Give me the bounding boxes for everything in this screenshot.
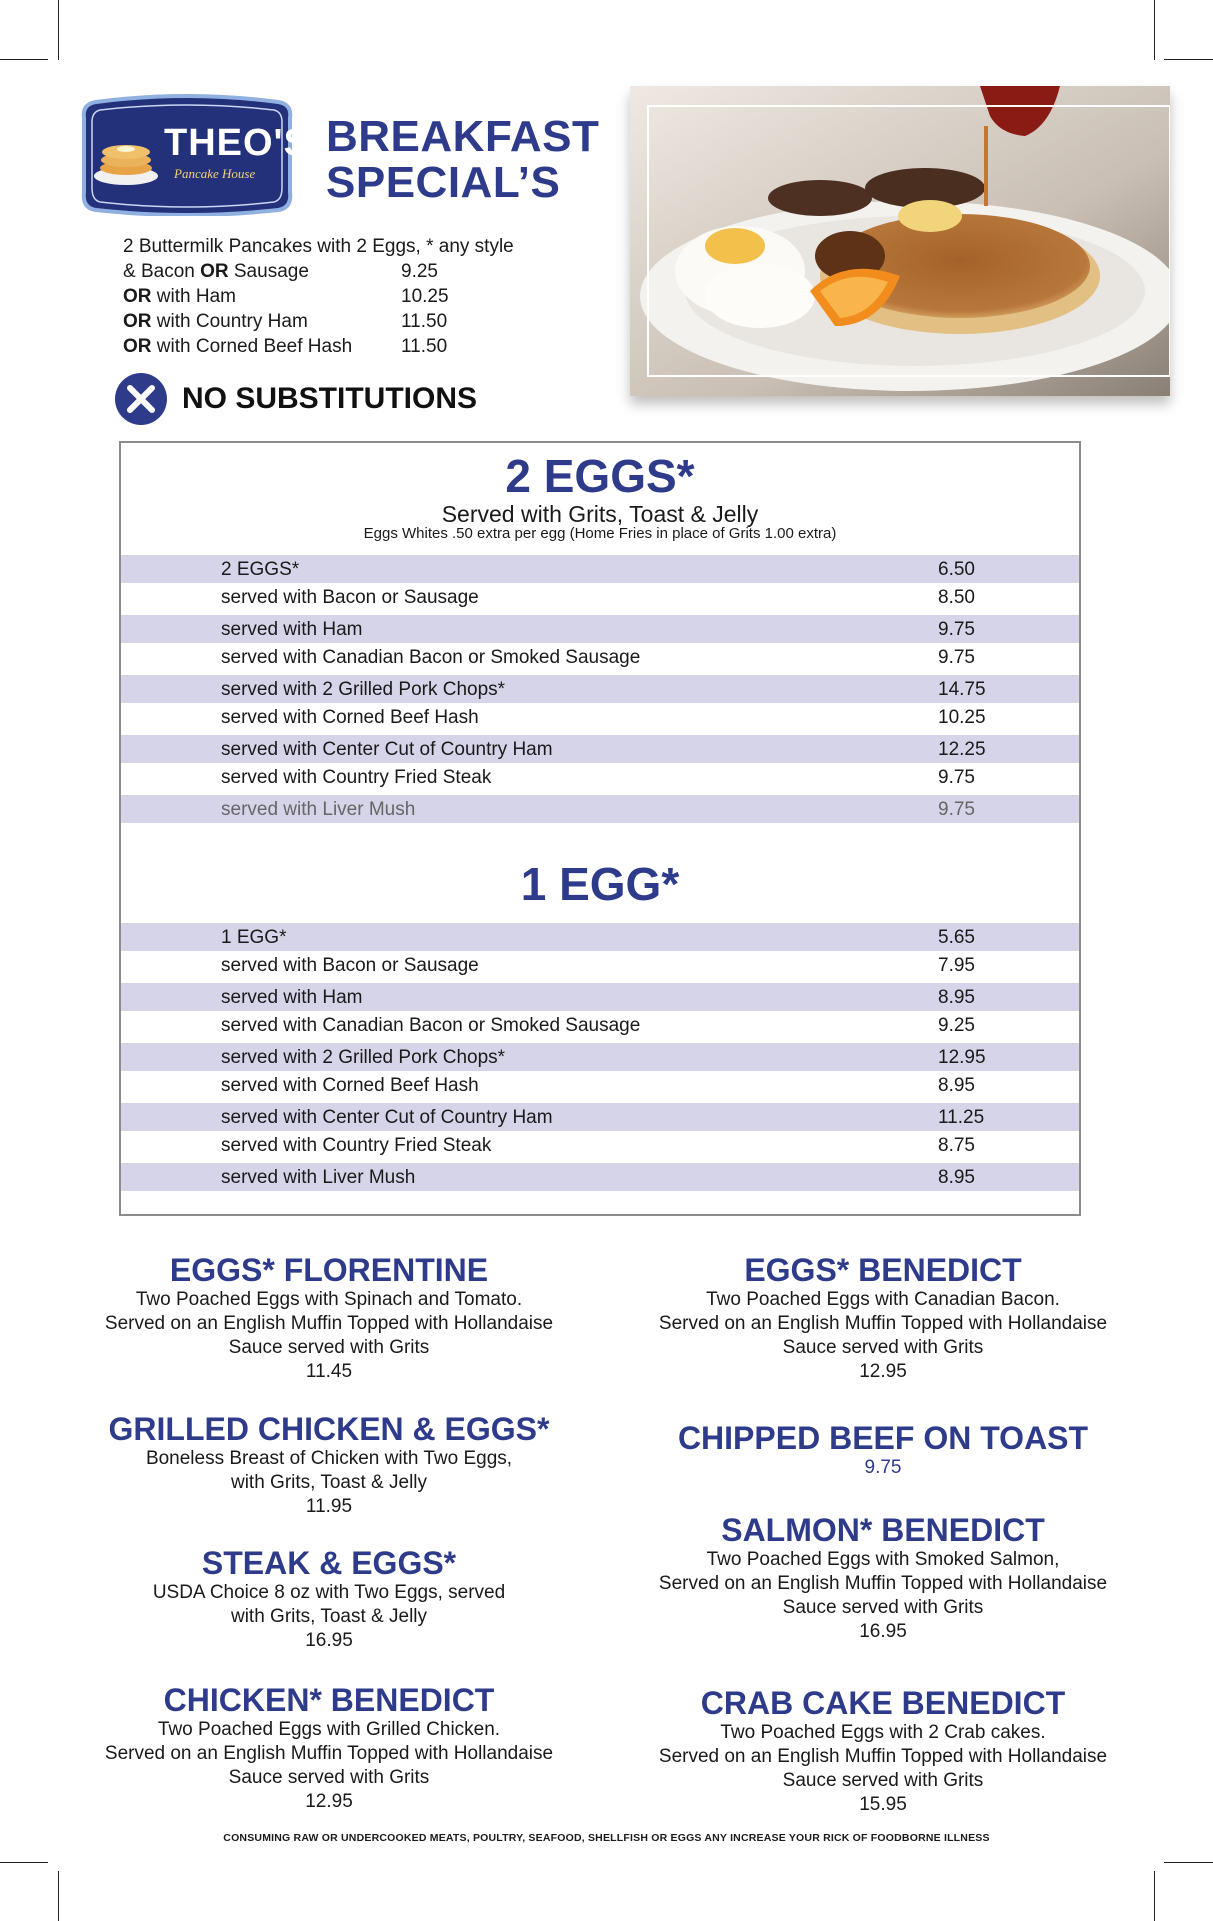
special-desc: USDA Choice 8 oz with Two Eggs, served: [152, 1582, 506, 1603]
crop-mark: [0, 1862, 48, 1863]
item-price: 12.25: [938, 739, 986, 760]
item-name: served with Canadian Bacon or Smoked Sausage: [221, 1015, 641, 1036]
item-name: served with Liver Mush: [221, 1167, 416, 1188]
special-desc: Served on an English Muffin Topped with Hollandaise: [104, 1313, 554, 1334]
pancake-breakfast-photo: [630, 86, 1170, 396]
item-name: served with Center Cut of Country Ham: [221, 739, 553, 760]
table-row: [121, 923, 1079, 951]
crop-mark: [1154, 1871, 1155, 1921]
special-desc: Sauce served with Grits: [228, 1337, 430, 1358]
special-salmon-benedict: [603, 1512, 1163, 1644]
section-title-1-egg: 1 EGG*: [520, 858, 680, 910]
item-text: Sausage: [228, 261, 309, 282]
no-substitutions-notice: [114, 372, 477, 426]
page-title-line1: BREAKFAST: [326, 112, 600, 161]
special-desc: Sauce served with Grits: [782, 1770, 984, 1791]
no-substitutions-label: NO SUBSTITUTIONS: [182, 382, 478, 415]
special-chipped-beef: [603, 1420, 1163, 1480]
restaurant-logo: [78, 94, 310, 216]
page-title: [326, 114, 599, 206]
item-name: 2 EGGS*: [221, 559, 300, 580]
or-label: OR: [200, 261, 229, 282]
list-item: [123, 309, 514, 334]
item-price: 5.65: [938, 927, 975, 948]
special-desc: Served on an English Muffin Topped with Hollandaise: [658, 1573, 1108, 1594]
item-name: served with Center Cut of Country Ham: [221, 1107, 553, 1128]
special-desc: Sauce served with Grits: [228, 1767, 430, 1788]
item-price: 7.95: [938, 955, 975, 976]
item-text: & Bacon: [123, 261, 201, 282]
special-desc: Two Poached Eggs with Smoked Salmon,: [706, 1549, 1060, 1570]
crop-mark: [1164, 59, 1213, 60]
special-price: 12.95: [859, 1361, 907, 1382]
list-item: [123, 259, 514, 284]
foodborne-illness-disclaimer: CONSUMING RAW OR UNDERCOOKED MEATS, POULTRY, SEAFOOD, SHELLFISH OR EGGS ANY INCREASE YOUR RICK OF FOODBORNE ILLNESS: [223, 1832, 990, 1844]
cross-icon: [114, 372, 168, 426]
special-desc: Boneless Breast of Chicken with Two Eggs,: [145, 1448, 513, 1469]
item-price: 8.75: [938, 1135, 975, 1156]
item-name: 1 EGG*: [221, 927, 287, 948]
special-name: STEAK & EGGS*: [201, 1545, 457, 1581]
item-price: 9.75: [938, 799, 975, 820]
special-desc: Sauce served with Grits: [782, 1337, 984, 1358]
item-price: 9.75: [938, 767, 975, 788]
special-crab-cake-benedict: [603, 1685, 1163, 1817]
item-name: served with Canadian Bacon or Smoked Sausage: [221, 647, 641, 668]
special-chicken-benedict: [49, 1682, 609, 1814]
special-eggs-florentine: [49, 1252, 609, 1384]
item-price: 8.95: [938, 987, 975, 1008]
item-price: 8.95: [938, 1075, 975, 1096]
special-desc: with Grits, Toast & Jelly: [230, 1472, 428, 1493]
item-name: served with Bacon or Sausage: [221, 587, 479, 608]
special-price: 16.95: [859, 1621, 907, 1642]
or-label: OR: [123, 336, 152, 357]
special-desc: Two Poached Eggs with 2 Crab cakes.: [720, 1722, 1046, 1743]
table-row: [121, 1043, 1079, 1071]
pancake-intro: 2 Buttermilk Pancakes with 2 Eggs, * any style: [123, 236, 514, 257]
table-row: [121, 763, 1079, 795]
or-label: OR: [123, 286, 152, 307]
table-row: [121, 1071, 1079, 1103]
page-title-line2: SPECIAL’S: [326, 158, 561, 207]
table-row: [121, 951, 1079, 983]
table-row: [121, 555, 1079, 583]
special-desc: Served on an English Muffin Topped with Hollandaise: [104, 1743, 554, 1764]
table-row: [121, 1011, 1079, 1043]
item-price: 11.25: [938, 1107, 985, 1128]
special-desc: Two Poached Eggs with Canadian Bacon.: [706, 1289, 1060, 1310]
table-row: [121, 1131, 1079, 1163]
item-price: 11.50: [401, 336, 448, 357]
special-desc: Sauce served with Grits: [782, 1597, 984, 1618]
item-price: 14.75: [938, 679, 986, 700]
item-price: 6.50: [938, 559, 975, 580]
item-name: served with Bacon or Sausage: [221, 955, 479, 976]
item-price: 9.25: [401, 261, 438, 282]
special-desc: Served on an English Muffin Topped with Hollandaise: [658, 1746, 1108, 1767]
section-subtitle: Served with Grits, Toast & Jelly: [441, 501, 759, 527]
or-label: OR: [123, 311, 152, 332]
item-name: served with Country Fried Steak: [221, 1135, 492, 1156]
item-price: 9.75: [938, 619, 975, 640]
table-row: [121, 703, 1079, 735]
item-price: 8.50: [938, 587, 975, 608]
item-name: served with 2 Grilled Pork Chops*: [221, 679, 506, 700]
table-row: [121, 735, 1079, 763]
special-price: 15.95: [859, 1794, 907, 1815]
item-text: with Country Ham: [151, 311, 308, 332]
special-name: SALMON* BENEDICT: [721, 1512, 1045, 1548]
special-grilled-chicken-eggs: [49, 1411, 609, 1519]
special-name: CHIPPED BEEF ON TOAST: [677, 1420, 1089, 1456]
crop-mark: [1164, 1862, 1213, 1863]
special-desc: Two Poached Eggs with Grilled Chicken.: [157, 1719, 501, 1740]
special-desc: Two Poached Eggs with Spinach and Tomato.: [135, 1289, 523, 1310]
crop-mark: [0, 59, 48, 60]
item-name: served with Corned Beef Hash: [221, 707, 479, 728]
special-desc: Served on an English Muffin Topped with Hollandaise: [658, 1313, 1108, 1334]
item-price: 12.95: [938, 1047, 986, 1068]
table-row: [121, 615, 1079, 643]
special-desc: with Grits, Toast & Jelly: [230, 1606, 428, 1627]
item-name: served with Ham: [221, 987, 363, 1008]
special-price: 11.45: [305, 1361, 353, 1382]
crop-mark: [58, 0, 59, 60]
crop-mark: [1154, 0, 1155, 60]
list-item: [123, 284, 514, 309]
item-price: 10.25: [938, 707, 986, 728]
item-name: served with 2 Grilled Pork Chops*: [221, 1047, 506, 1068]
crop-mark: [58, 1871, 59, 1921]
one-egg-table: [121, 923, 1079, 1191]
item-text: with Corned Beef Hash: [151, 336, 353, 357]
table-row: [121, 983, 1079, 1011]
item-name: served with Corned Beef Hash: [221, 1075, 479, 1096]
item-text: with Ham: [151, 286, 236, 307]
item-price: 11.50: [401, 311, 448, 332]
item-price: 10.25: [401, 286, 449, 307]
special-eggs-benedict: [603, 1252, 1163, 1384]
table-row: [121, 583, 1079, 615]
pancake-special-list: [123, 234, 514, 359]
table-row: [121, 1103, 1079, 1131]
special-name: CHICKEN* BENEDICT: [163, 1682, 495, 1718]
logo-subtitle: Pancake House: [174, 166, 256, 181]
special-name: EGGS* BENEDICT: [744, 1252, 1022, 1288]
item-price: 9.25: [938, 1015, 975, 1036]
table-row: [121, 643, 1079, 675]
section-title-2-eggs: 2 EGGS*: [505, 450, 695, 502]
special-steak-eggs: [49, 1545, 609, 1653]
item-price: 8.95: [938, 1167, 975, 1188]
list-item: [123, 334, 514, 359]
special-price: 12.95: [305, 1791, 353, 1812]
special-price: 9.75: [864, 1457, 902, 1478]
item-name: served with Ham: [221, 619, 363, 640]
special-name: CRAB CAKE BENEDICT: [700, 1685, 1066, 1721]
table-row: [121, 675, 1079, 703]
item-name: served with Liver Mush: [221, 799, 416, 820]
special-price: 16.95: [305, 1630, 353, 1651]
section-note: Eggs Whites .50 extra per egg (Home Fries in place of Grits 1.00 extra): [363, 525, 837, 542]
logo-title: THEO'S: [164, 122, 310, 164]
table-row: [121, 795, 1079, 823]
item-price: 9.75: [938, 647, 975, 668]
special-name: EGGS* FLORENTINE: [169, 1252, 489, 1288]
eggs-menu-box: [119, 441, 1081, 1216]
special-name: GRILLED CHICKEN & EGGS*: [108, 1411, 550, 1447]
special-price: 11.95: [305, 1496, 353, 1517]
table-row: [121, 1163, 1079, 1191]
two-eggs-table: [121, 555, 1079, 823]
item-name: served with Country Fried Steak: [221, 767, 492, 788]
